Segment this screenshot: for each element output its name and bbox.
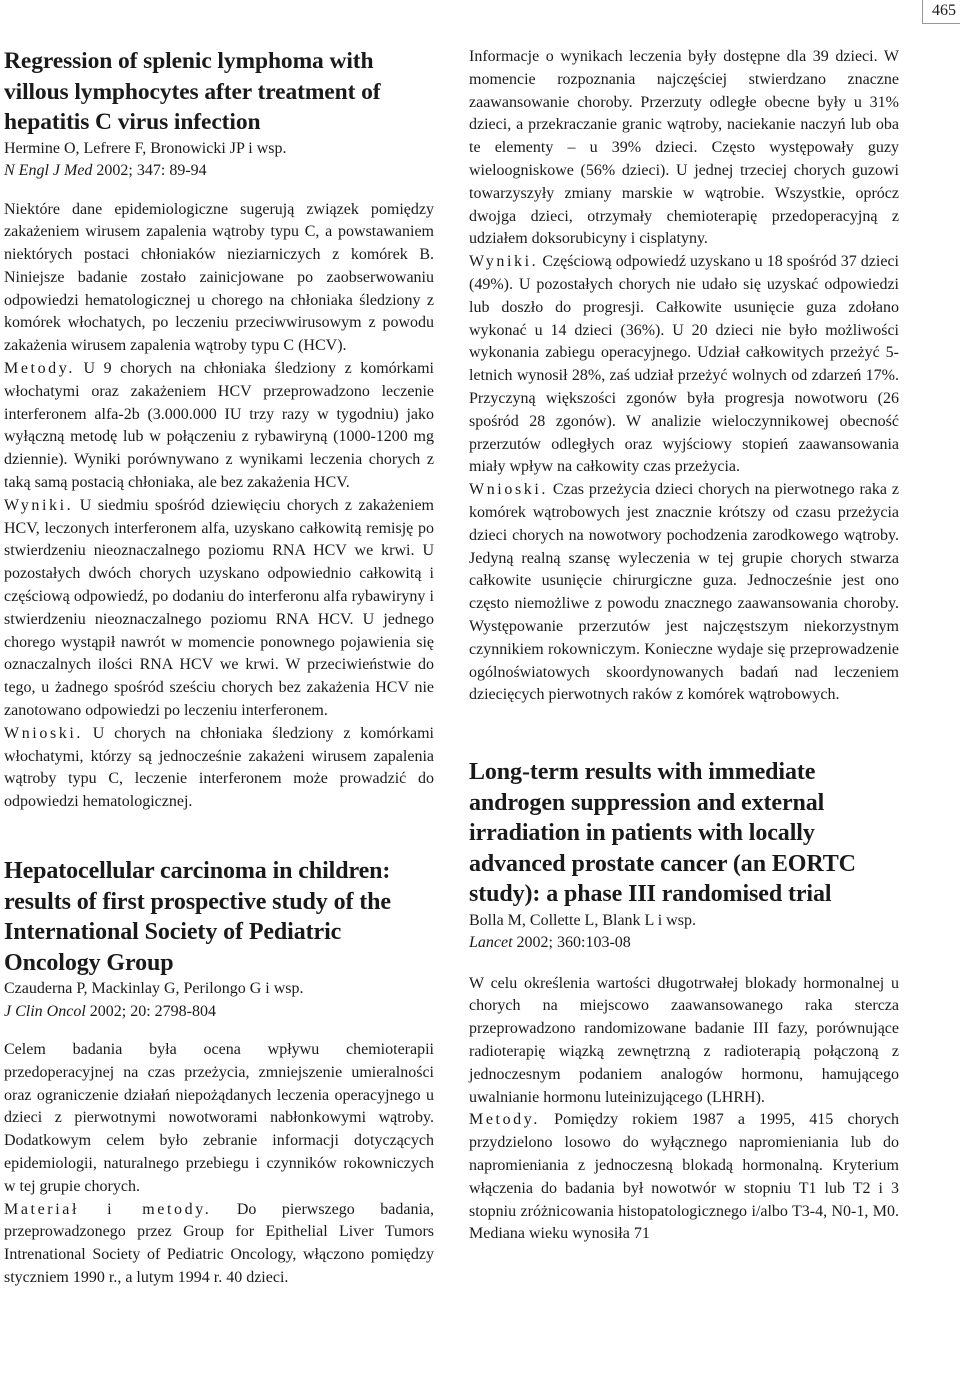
- article-citation: [4, 160, 434, 183]
- journal-name: J Clin Oncol: [4, 1002, 86, 1020]
- journal-ref: 2002; 360:103-08: [512, 934, 631, 952]
- results-text: U siedmiu spośród dziewięciu chorych z zakażeniem HCV, leczonych interferonem alfa, uzyskano całkowitą remisję po stwierdzeniu nieoznaczalnego poziomu RNA HCV we krwi. U pozostałych dwóch chorych uzyskano odpowiednio całkowitą i częściową odpowiedź, po dodaniu do interferonu alfa rybawiryny i stwierdzeniu nieoznaczalnego poziomu RNA HCV. U jednego chorego wystąpił nawrót w momencie ponownego pojawienia się oznaczalnych ilości RNA HCV we krwi. W przeciwieństwie do tego, u żadnego spośród sześciu chorych bez zakażenia HCV nie zanotowano odpowiedzi po leczeniu interferonem.: [4, 496, 434, 720]
- methods-text: U 9 chorych na chłoniaka śledziony z komórkami włochatymi oraz zakażeniem HCV przeprowadzono leczenie interferonem alfa-2b (3.000.000 IU trzy razy w tygodniu) jako wyłączną metodę lub w połączeniu z rybawiryną (1000-1200 mg dziennie). Wyniki porównywano z wynikami leczenia chorych z taką samą postacią chłoniaka, ale bez zakażenia HCV.: [4, 360, 434, 492]
- conclusions-label: Wnioski.: [4, 724, 84, 742]
- abstract-results: [469, 251, 899, 479]
- journal-ref: 2002; 20: 2798-804: [85, 1002, 216, 1020]
- conclusions-text: U chorych na chłoniaka śledziony z komórkami włochatymi, którzy są jednocześnie zakażeni wirusem zapalenia wątroby typu C, leczenie interferonem może prowadzić do odpowiedzi hematologicznej.: [4, 724, 434, 811]
- article-prostate-cancer: [469, 757, 899, 1246]
- methods-label: Metody.: [4, 360, 75, 378]
- abstract-intro: W celu określenia wartości długotrwałej blokady hormonalnej u chorych na miejscowo zaawansowanego raka stercza przeprowadzono randomizowane badanie III fazy, porównujące radioterapię wiązką zewnętrzną z radioterapią połączoną z jednoczesnym podaniem analogów hormonu, hamującego uwalnianie hormonu luteinizującego (LHRH).: [469, 974, 899, 1106]
- abstract-conclusions: [469, 479, 899, 707]
- page-number: 465: [922, 0, 960, 24]
- abstract-intro: Niektóre dane epidemiologiczne sugerują związek pomiędzy zakażeniem wirusem zapalenia wątroby typu C, a powstawaniem niektórych postaci chłoniaków nieziarniczych z komórek B. Niniejsze badanie zostało zainicjowane po zaobserwowaniu odpowiedzi hematologicznej u chorego na chłoniaka śledziony z komórek włochatych, po leczeniu przeciwwirusowym z powodu zakażenia wirusem zapalenia wątroby typu C (HCV).: [4, 200, 434, 355]
- left-column: [4, 46, 434, 1290]
- methods-label: Metody.: [469, 1111, 540, 1129]
- abstract-continued: Informacje o wynikach leczenia były dostępne dla 39 dzieci. W momencie rozpoznania najczęściej stwierdzano znaczne zaawansowanie choroby. Przerzuty odległe obecne były u 31% dzieci, a przekraczanie granic wątroby, naciekanie naczyń lub oba te elementy – u 39% dzieci. Często występowały guzy wieloogniskowe (56% dzieci). U jednej trzeciej chorych guzowi towarzyszyły zmiany marskie w wątrobie. Wszystkie, oprócz dwojga dzieci, otrzymały chemioterapię przedoperacyjną z udziałem doksorubicyny i cisplatyny.: [469, 48, 899, 248]
- right-column: [469, 46, 899, 1246]
- article-title: Long-term results with immediate androgen suppression and external irradiation in patients with locally advanced prostate cancer (an EORTC study): a phase III randomised trial: [469, 759, 856, 908]
- journal-name: N Engl J Med: [4, 162, 93, 179]
- journal-ref: 2002; 347: 89-94: [92, 162, 207, 179]
- article-authors: Hermine O, Lefrere F, Bronowicki JP i wsp.: [4, 139, 287, 157]
- conclusions-label: Wnioski.: [469, 481, 549, 499]
- abstract-intro: Celem badania była ocena wpływu chemioterapii przedoperacyjnej na czas przeżycia, zmniejszenie umieralności oraz ograniczenie działań niepożądanych leczenia operacyjnego u dzieci z pierwotnymi nowotworami nabłonkowymi wątroby. Dodatkowym celem było zebranie informacji dotyczących epidemiologii, naturalnego przebiegu i czynników rokowniczych w tej grupie chorych.: [4, 1041, 434, 1195]
- article-citation: [4, 1001, 434, 1024]
- methods-text: Do pierwszego badania, przeprowadzonego przez Group for Epithelial Liver Tumors Intrenational Society of Pediatric Oncology, włączono pomiędzy styczniem 1990 r., a lutym 1994 r. 40 dzieci.: [4, 1200, 434, 1286]
- results-text: Częściową odpowiedź uzyskano u 18 spośród 37 dzieci (49%). U pozostałych chorych nie udało się uzyskać odpowiedzi lub doszło do progresji. Całkowite usunięcie guza zdołano wykonać u 14 dzieci (36%). U 20 dzieci nie było możliwości wykonania zabiegu operacyjnego. Udział całkowitych przeżyć 5-letnich wynosił 28%, zaś udział przeżyć wolnych od zdarzeń 17%. Przyczyną większości zgonów była progresja nowotworu (26 spośród 28 zgonów). W analizie wieloczynnikowej obecność przerzutów odległych oraz wyjściowy stopień zaawansowania miały wpływ na całkowity czas przeżycia.: [469, 253, 899, 476]
- article-authors: Bolla M, Collette L, Blank L i wsp.: [469, 911, 696, 929]
- results-label: Wyniki.: [4, 496, 74, 514]
- article-title: Hepatocellular carcinoma in children: results of first prospective study of the International Society of Pediatric Oncology Group: [4, 858, 391, 976]
- article-authors: Czauderna P, Mackinlay G, Perilongo G i wsp.: [4, 980, 304, 998]
- methods-label: Materiał i metody.: [4, 1200, 212, 1218]
- results-label: Wyniki.: [469, 253, 539, 271]
- journal-name: Lancet: [469, 934, 513, 952]
- article-hepatocellular-carcinoma-continued: [469, 46, 899, 707]
- abstract-conclusions: [4, 723, 434, 814]
- conclusions-text: Czas przeżycia dzieci chorych na pierwotnego raka z komórek wątrobowych jest znacznie krótszy od czasu przeżycia dzieci chorych na nowotwory pochodzenia zarodkowego wątroby. Jedyną realną szansę wyleczenia w tej grupie chorych stwarza całkowite usunięcie chirurgiczne guza. Jednocześnie jest ono często niemożliwe z powodu znacznego zaawansowania choroby. Występowanie przerzutów jest najczęstszym niekorzystnym czynnikiem rokowniczym. Konieczne wydaje się przeprowadzenie ogólnoświatowych skoordynowanych badań nad leczeniem dziecięcych pierwotnych raków z komórek wątrobowych.: [469, 481, 899, 704]
- article-citation: [469, 932, 899, 955]
- abstract-methods: [4, 1199, 434, 1290]
- article-splenic-lymphoma: [4, 46, 434, 814]
- article-hepatocellular-carcinoma: [4, 856, 434, 1290]
- abstract-methods: [469, 1109, 899, 1246]
- article-title: Regression of splenic lymphoma with villous lymphocytes after treatment of hepatitis C virus infection: [4, 48, 381, 135]
- abstract-results: [4, 495, 434, 723]
- methods-text: Pomiędzy rokiem 1987 a 1995, 415 chorych przydzielono losowo do wyłącznego napromieniania lub do napromieniania z jednoczesną blokadą hormonalną. Kryterium włączenia do badania był nowotwór w stopniu T1 lub T2 i 3 stopniu zróżnicowania histopatologicznego i/albo T3-4, N0-1, M0. Mediana wieku wynosiła 71: [469, 1111, 899, 1243]
- abstract-methods: [4, 358, 434, 495]
